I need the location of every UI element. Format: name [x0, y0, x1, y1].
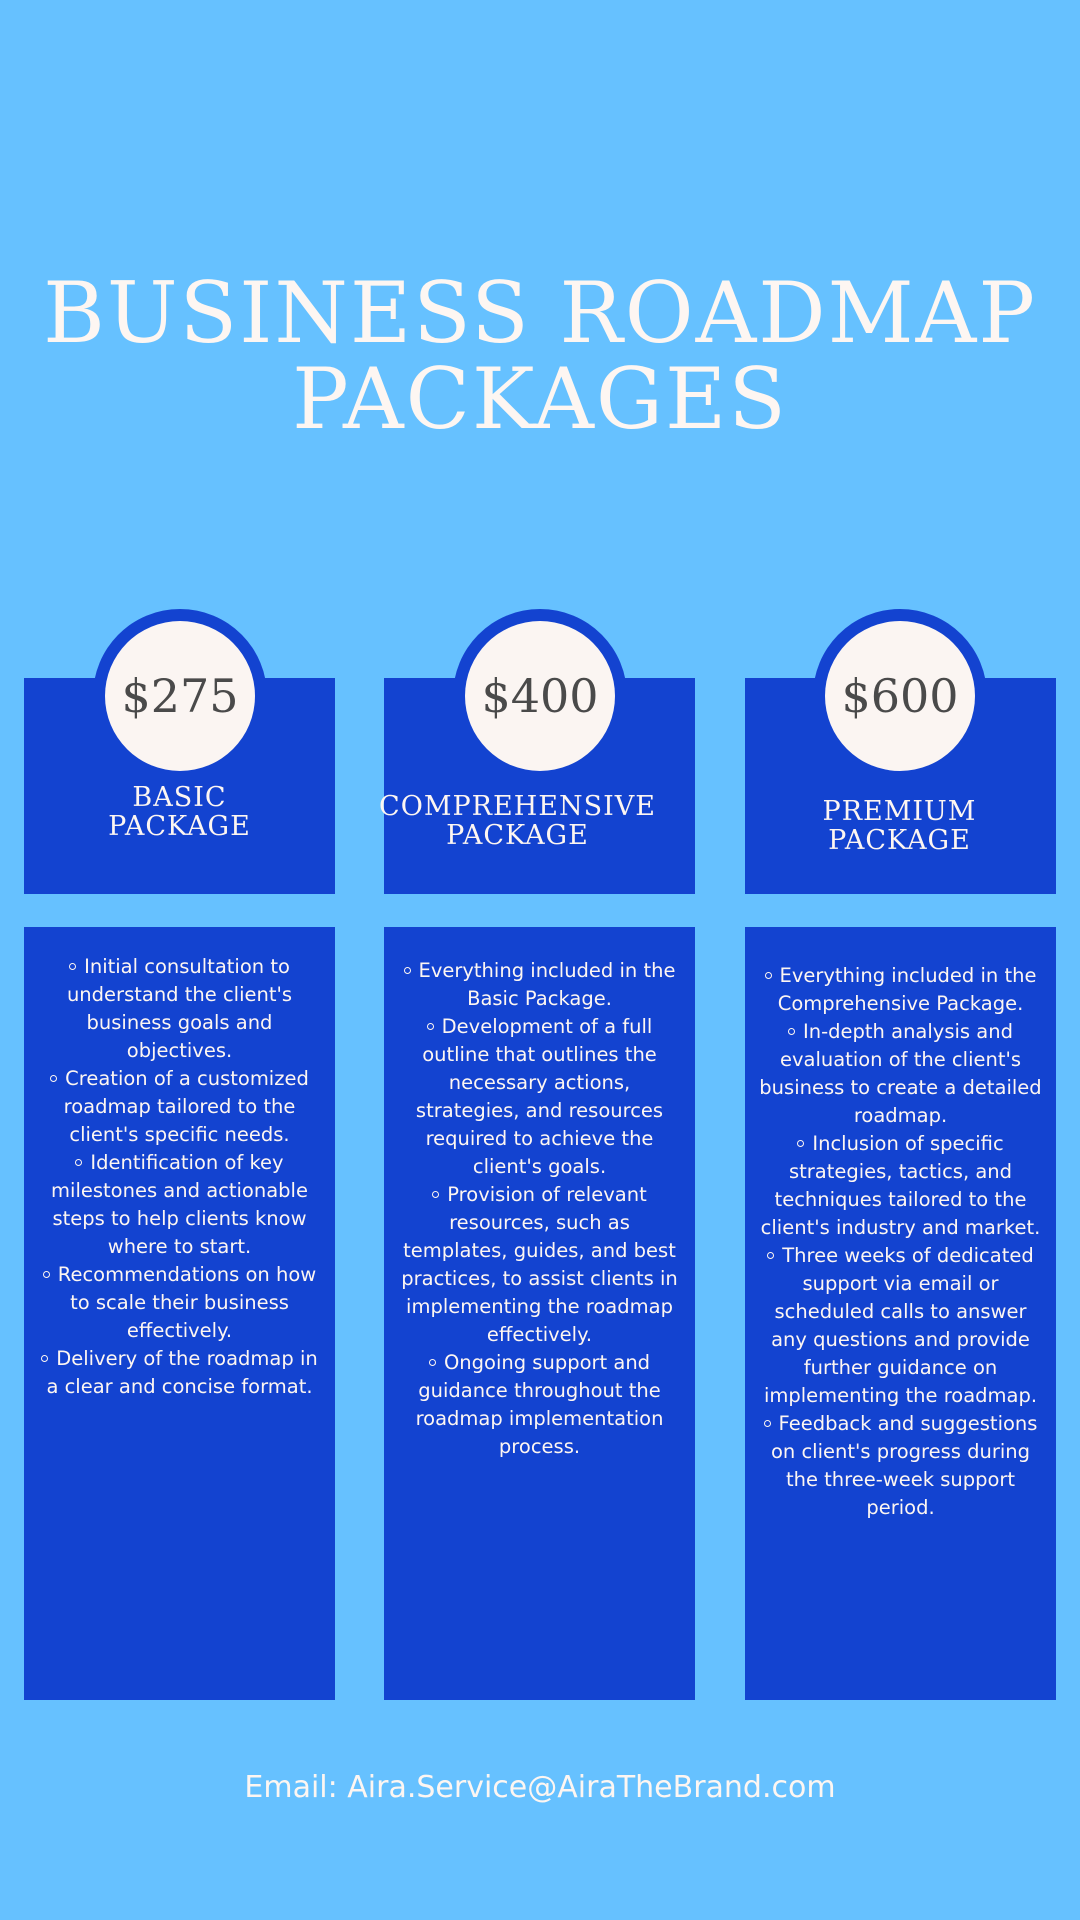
basic-package-name-line-2: PACKAGE — [108, 811, 251, 842]
basic-price-badge — [105, 621, 255, 771]
comprehensive-feature-item: Ongoing support and guidance throughout the roadmap implementation process. — [398, 1349, 681, 1461]
premium-feature-item: Feedback and suggestions on client's progress during the three-week support period. — [759, 1410, 1042, 1522]
basic-feature-item: Recommendations on how to scale their business effectively. — [38, 1261, 321, 1345]
comprehensive-feature-item: Provision of relevant resources, such as templates, guides, and best practices, to assist clients in implementing the roadmap effectively. — [398, 1181, 681, 1349]
basic-package-name-line-1: BASIC — [132, 782, 227, 813]
comprehensive-price-badge — [465, 621, 615, 771]
comprehensive-feature-item: Everything included in the Basic Package. — [398, 957, 681, 1013]
premium-package-name-line-2: PACKAGE — [828, 825, 971, 856]
basic-package-features-card — [24, 927, 335, 1700]
page-title-line-2: PACKAGES — [292, 350, 788, 448]
premium-feature-item: Everything included in the Comprehensive Package. — [759, 962, 1042, 1018]
basic-package-name — [24, 783, 335, 841]
basic-feature-list — [24, 927, 335, 1401]
basic-feature-item: Delivery of the roadmap in a clear and concise format. — [38, 1345, 321, 1401]
basic-feature-item: Initial consultation to understand the client's business goals and objectives. — [38, 953, 321, 1065]
comprehensive-feature-item: Development of a full outline that outlines the necessary actions, strategies, and resources required to achieve the client's goals. — [398, 1013, 681, 1181]
page-title-line-1: BUSINESS ROADMAP — [43, 264, 1037, 362]
premium-price: $600 — [841, 669, 959, 723]
page-title — [0, 264, 1080, 448]
contact-email: Email: Aira.Service@AiraTheBrand.com — [244, 1770, 836, 1805]
premium-package-name-line-1: PREMIUM — [822, 796, 977, 827]
comprehensive-package-features-card — [384, 927, 695, 1700]
premium-feature-item: In-depth analysis and evaluation of the client's business to create a detailed roadmap. — [759, 1018, 1042, 1130]
basic-feature-item: Creation of a customized roadmap tailored to the client's specific needs. — [38, 1065, 321, 1149]
basic-feature-item: Identification of key milestones and actionable steps to help clients know where to start. — [38, 1149, 321, 1261]
basic-price: $275 — [121, 669, 239, 723]
premium-feature-list — [745, 927, 1056, 1522]
premium-feature-item: Inclusion of specific strategies, tactics, and techniques tailored to the client's industry and market. — [759, 1130, 1042, 1242]
comprehensive-price: $400 — [481, 669, 599, 723]
premium-price-badge — [825, 621, 975, 771]
comprehensive-feature-list — [384, 927, 695, 1461]
premium-package-name — [744, 797, 1055, 855]
comprehensive-package-name-line-1: COMPREHENSIVE — [379, 791, 656, 822]
premium-feature-item: Three weeks of dedicated support via email or scheduled calls to answer any questions and provide further guidance on implementing the roadmap. — [759, 1242, 1042, 1410]
comprehensive-package-name-line-2: PACKAGE — [446, 820, 589, 851]
premium-package-features-card — [745, 927, 1056, 1700]
comprehensive-package-name — [362, 792, 673, 850]
